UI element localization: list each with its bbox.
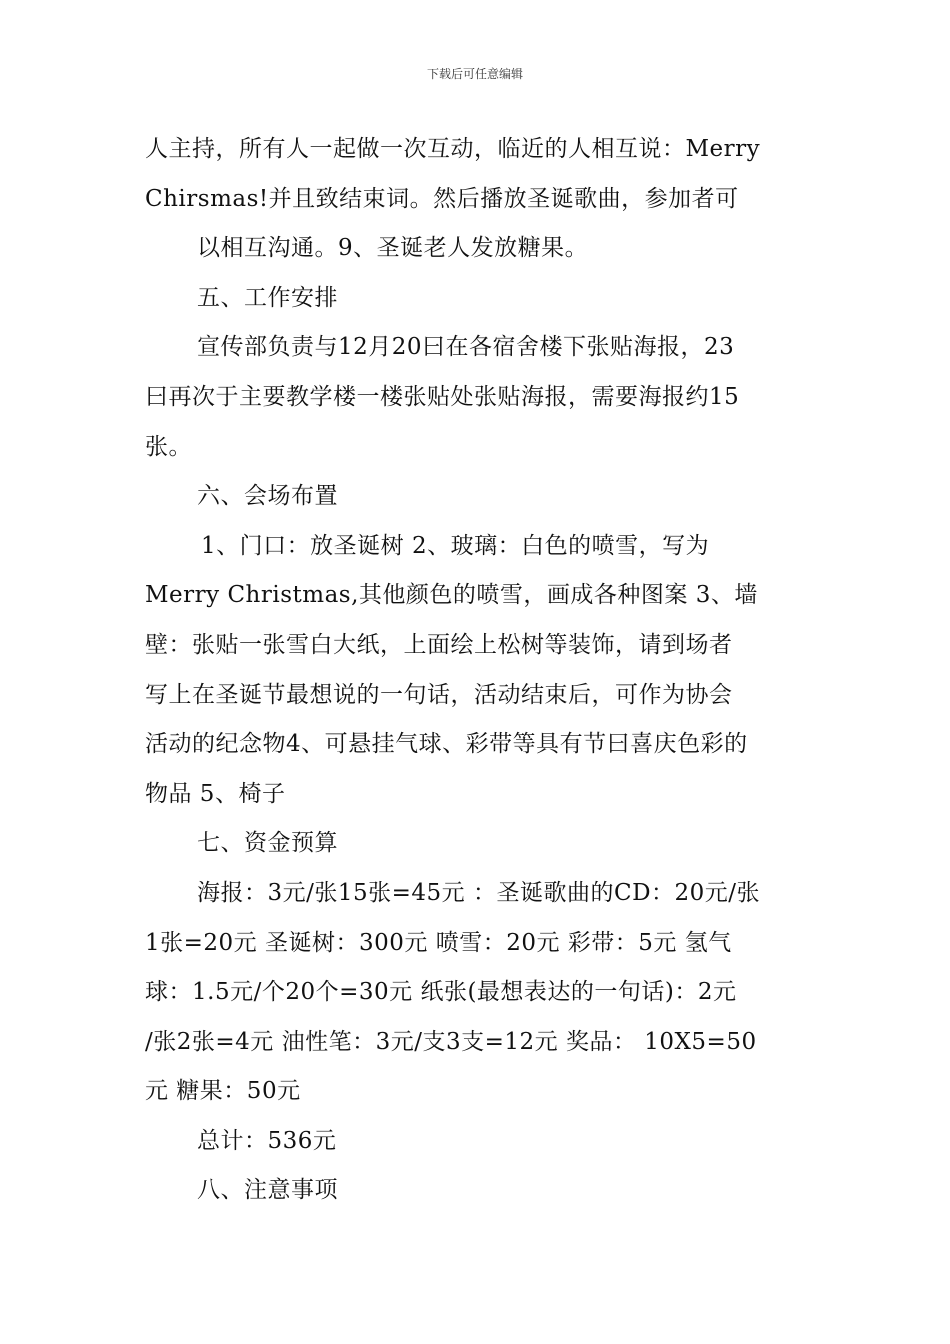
- total-line: 总计：536元: [197, 1127, 337, 1154]
- paragraph-line: 人主持，所有人一起做一次互动，临近的人相互说：Merry: [145, 136, 761, 162]
- page-header: 下载后可任意编辑: [426, 67, 523, 81]
- paragraph-line: 张。: [145, 433, 192, 460]
- paragraph-line: 1张=20元 圣诞树：300元 喷雪：20元 彩带：5元 氢气: [145, 929, 732, 956]
- section-heading: 六、会场布置: [197, 483, 338, 510]
- paragraph-line: 元 糖果：50元: [145, 1078, 301, 1105]
- paragraph-line: 宣传部负责与12月20曰在各宿舍楼下张贴海报，23: [197, 334, 735, 361]
- section-heading: 八、注意事项: [197, 1177, 338, 1204]
- paragraph-line: 以相互沟通。9、圣诞老人发放糖果。: [197, 235, 589, 262]
- paragraph-line: 曰再次于主要教学楼一楼张贴处张贴海报，需要海报约15: [145, 383, 740, 410]
- section-heading: 七、资金预算: [197, 830, 338, 857]
- paragraph-line: 球：1.5元/个20个=30元 纸张(最想表达的一句话)：2元: [145, 979, 737, 1006]
- paragraph-line: 物品 5、椅子: [145, 780, 286, 807]
- paragraph-line: Merry Christmas,其他颜色的喷雪，画成各种图案 3、墙: [145, 582, 758, 609]
- paragraph-line: Chirsmas!并且致结束词。然后播放圣诞歌曲，参加者可: [145, 185, 739, 212]
- paragraph-line: 写上在圣诞节最想说的一句话，活动结束后，可作为协会: [145, 681, 733, 708]
- paragraph-line: /张2张=4元 油性笔：3元/支3支=12元 奖品： 10X5=50: [145, 1028, 757, 1055]
- paragraph-line: 壁：张贴一张雪白大纸，上面绘上松树等装饰，请到场者: [145, 631, 733, 658]
- paragraph-line: 1、门口：放圣诞树 2、玻璃：白色的喷雪，写为: [201, 532, 710, 559]
- paragraph-line: 活动的纪念物4、可悬挂气球、彩带等具有节曰喜庆色彩的: [145, 731, 748, 758]
- section-heading: 五、工作安排: [197, 284, 338, 311]
- paragraph-line: 海报：3元/张15张=45元 ：圣诞歌曲的CD：20元/张: [197, 879, 761, 906]
- document-body: [145, 125, 810, 1216]
